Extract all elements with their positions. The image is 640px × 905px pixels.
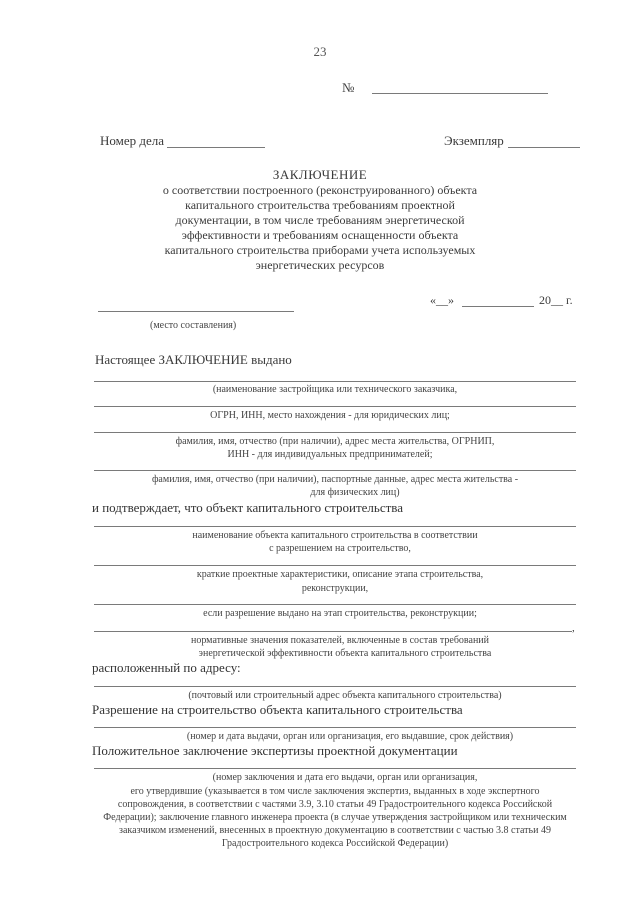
normative-blank-line — [94, 631, 572, 632]
expertise-text: Положительное заключение экспертизы проектной документации — [92, 743, 458, 758]
issued-text: Настоящее ЗАКЛЮЧЕНИЕ выдано — [95, 352, 292, 367]
physical-person-caption-2: для физических лиц) — [310, 487, 400, 498]
number-sign: № — [342, 80, 355, 95]
physical-person-blank-line — [94, 470, 576, 471]
subtitle-line-5: капитального строительства приборами учета используемых — [164, 243, 476, 257]
case-number-label: Номер дела — [100, 133, 165, 148]
date-month-blank-line — [462, 306, 534, 307]
subtitle-line-2: капитального строительства требованиям проектной — [185, 198, 455, 212]
expertise-caption-1: (номер заключения и дата его выдачи, орган или организация, — [212, 772, 478, 783]
normative-caption-2: энергетической эффективности объекта капитального строительства — [198, 648, 492, 659]
characteristics-caption-2: реконструкции, — [301, 583, 369, 594]
object-name-caption-1: наименование объекта капитального строительства в соответствии — [192, 530, 478, 541]
expertise-caption-6: Градостроительного кодекса Российской Федерации) — [221, 838, 449, 849]
expertise-caption-4: Федерации); заключение главного инженера проекта (в случае утверждения застройщиком или техническим — [103, 812, 567, 823]
case-number-blank-line — [167, 147, 265, 148]
copy-label: Экземпляр — [444, 133, 504, 148]
located-text: расположенный по адресу: — [92, 660, 241, 675]
number-blank-line — [372, 93, 548, 94]
permit-blank-line — [94, 727, 576, 728]
entrepreneur-caption-2: ИНН - для индивидуальных предпринимателей; — [227, 449, 433, 460]
entrepreneur-blank-line — [94, 432, 576, 433]
copy-blank-line — [508, 147, 580, 148]
expertise-caption-2: его утвердившие (указывается в том числе заключения экспертиз, выданных в ходе экспертного — [130, 786, 540, 797]
page-number: 23 — [313, 44, 327, 59]
permit-caption: (номер и дата выдачи, орган или организация, его выдавшие, срок действия) — [186, 731, 514, 742]
physical-person-caption-1: фамилия, имя, отчество (при наличии), паспортные данные, адрес места жительства - — [151, 474, 519, 485]
normative-caption-1: нормативные значения показателей, включенные в состав требований — [190, 635, 489, 646]
entrepreneur-caption-1: фамилия, имя, отчество (при наличии), адрес места жительства, ОГРНИП, — [175, 436, 495, 447]
characteristics-blank-line — [94, 565, 576, 566]
date-year-field: 20__ г. — [539, 293, 573, 307]
object-name-blank-line — [94, 526, 576, 527]
address-blank-line — [94, 686, 576, 687]
subtitle-line-3: документации, в том числе требованиям энергетической — [175, 213, 465, 227]
expertise-blank-line — [94, 768, 576, 769]
place-caption: (место составления) — [150, 320, 237, 331]
place-blank-line — [98, 311, 294, 312]
characteristics-caption-1: краткие проектные характеристики, описание этапа строительства, — [196, 569, 484, 580]
confirms-text: и подтверждает, что объект капитального строительства — [92, 500, 404, 515]
permit-text: Разрешение на строительство объекта капитального строительства — [92, 702, 463, 717]
address-caption: (почтовый или строительный адрес объекта капитального строительства) — [188, 690, 502, 701]
developer-blank-line — [94, 381, 576, 382]
subtitle-line-1: о соответствии построенного (реконструированного) объекта — [162, 183, 478, 197]
document-title: ЗАКЛЮЧЕНИЕ — [272, 167, 368, 182]
ogrn-caption: ОГРН, ИНН, место нахождения - для юридических лиц; — [210, 410, 450, 421]
stage-permit-blank-line — [94, 604, 576, 605]
developer-caption: (наименование застройщика или технического заказчика, — [212, 384, 458, 395]
object-name-caption-2: с разрешением на строительство, — [269, 543, 411, 554]
expertise-caption-5: заказчиком изменений, внесенных в проектную документацию в соответствии с частью 3.8 статьи 49 — [119, 825, 551, 836]
expertise-caption-3: сопровождения, в соответствии с частями 3.9, 3.10 статьи 49 Градостроительного кодекса Российской — [117, 799, 553, 810]
subtitle-line-6: энергетических ресурсов — [255, 258, 385, 272]
subtitle-line-4: эффективности и требованиям оснащенности объекта — [181, 228, 459, 242]
date-day-field: «__» — [430, 293, 454, 307]
stage-permit-caption: если разрешение выдано на этап строительства, реконструкции; — [203, 608, 477, 619]
normative-comma: , — [572, 622, 575, 634]
ogrn-blank-line — [94, 406, 576, 407]
